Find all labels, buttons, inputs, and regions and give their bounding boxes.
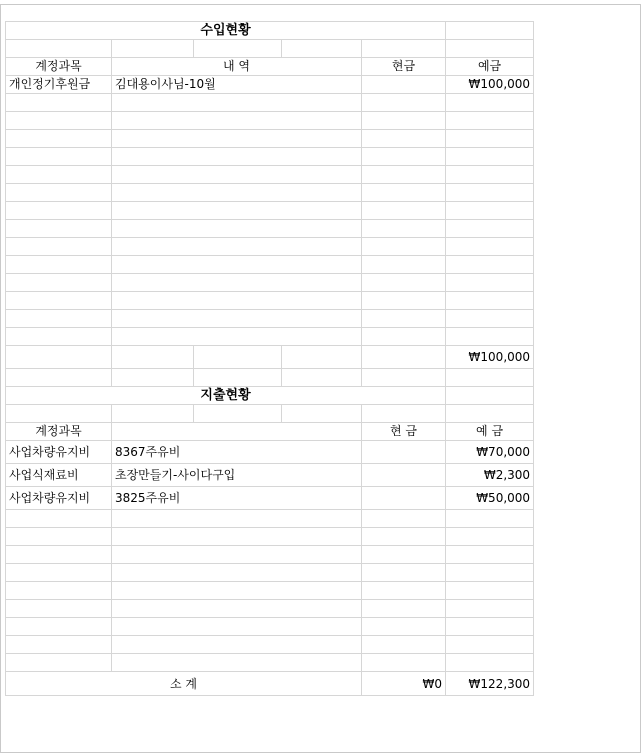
income-title[interactable]: 수입현황	[6, 22, 446, 40]
deposit-cell[interactable]	[446, 510, 534, 528]
table-row	[6, 310, 534, 328]
table-row	[6, 546, 534, 564]
cash-cell[interactable]	[362, 582, 446, 600]
deposit-cell[interactable]	[446, 238, 534, 256]
account-cell[interactable]: 개인정기후원금	[6, 76, 112, 94]
account-cell[interactable]	[6, 600, 112, 618]
deposit-cell[interactable]	[446, 636, 534, 654]
cell[interactable]	[6, 346, 112, 369]
cash-cell[interactable]	[362, 238, 446, 256]
deposit-cell[interactable]	[446, 310, 534, 328]
account-cell[interactable]	[6, 564, 112, 582]
deposit-cell[interactable]	[446, 292, 534, 310]
deposit-cell[interactable]	[446, 148, 534, 166]
deposit-cell[interactable]	[446, 564, 534, 582]
table-row	[6, 220, 534, 238]
deposit-cell[interactable]	[446, 618, 534, 636]
account-cell[interactable]	[6, 636, 112, 654]
detail-cell[interactable]: 초장만들기-사이다구입	[112, 464, 362, 487]
detail-cell[interactable]	[112, 636, 362, 654]
account-cell[interactable]: 사업차량유지비	[6, 487, 112, 510]
cash-cell[interactable]	[362, 487, 446, 510]
cash-cell[interactable]	[362, 464, 446, 487]
detail-cell[interactable]	[112, 328, 362, 346]
expense-header-row	[6, 423, 534, 441]
expense-subtotal-row	[6, 672, 534, 696]
deposit-cell[interactable]	[446, 220, 534, 238]
table-row	[6, 238, 534, 256]
deposit-cell[interactable]	[446, 130, 534, 148]
subtotal-deposit[interactable]: ₩122,300	[446, 672, 534, 696]
cell[interactable]	[194, 40, 282, 58]
cash-cell[interactable]	[362, 564, 446, 582]
header-detail[interactable]: 내 역	[112, 58, 362, 76]
deposit-cell[interactable]	[446, 328, 534, 346]
cash-cell[interactable]	[362, 76, 446, 94]
cell[interactable]	[362, 405, 446, 423]
cash-cell[interactable]	[362, 184, 446, 202]
cash-cell[interactable]	[362, 94, 446, 112]
ledger-grid	[5, 21, 534, 696]
cell[interactable]	[446, 405, 534, 423]
detail-cell[interactable]	[112, 220, 362, 238]
account-cell[interactable]	[6, 328, 112, 346]
spacer-row	[6, 40, 534, 58]
table-row	[6, 564, 534, 582]
cell[interactable]	[446, 22, 534, 40]
subtotal-label[interactable]: 소 계	[6, 672, 362, 696]
deposit-cell[interactable]	[446, 94, 534, 112]
table-row	[6, 441, 534, 464]
header-deposit[interactable]: 예금	[446, 58, 534, 76]
spacer-row	[6, 405, 534, 423]
cash-cell[interactable]	[362, 112, 446, 130]
table-row	[6, 166, 534, 184]
cell[interactable]	[446, 40, 534, 58]
deposit-cell[interactable]: ₩70,000	[446, 441, 534, 464]
account-cell[interactable]	[6, 618, 112, 636]
cell[interactable]	[6, 369, 112, 387]
account-cell[interactable]	[6, 130, 112, 148]
deposit-cell[interactable]	[446, 582, 534, 600]
cash-cell[interactable]	[362, 328, 446, 346]
expense-title-row	[6, 387, 534, 405]
account-cell[interactable]	[6, 220, 112, 238]
cell[interactable]	[112, 369, 194, 387]
detail-cell[interactable]: 3825주유비	[112, 487, 362, 510]
detail-cell[interactable]	[112, 292, 362, 310]
subtotal-cash[interactable]: ₩0	[362, 672, 446, 696]
account-cell[interactable]	[6, 94, 112, 112]
table-row	[6, 76, 534, 94]
cash-cell[interactable]	[362, 618, 446, 636]
account-cell[interactable]	[6, 238, 112, 256]
cell[interactable]	[194, 369, 282, 387]
deposit-cell[interactable]: ₩2,300	[446, 464, 534, 487]
detail-cell[interactable]: 김대용이사님-10월	[112, 76, 362, 94]
cash-cell[interactable]	[362, 441, 446, 464]
table-row	[6, 464, 534, 487]
account-cell[interactable]	[6, 112, 112, 130]
account-cell[interactable]: 사업차량유지비	[6, 441, 112, 464]
account-cell[interactable]	[6, 202, 112, 220]
cell[interactable]	[194, 346, 282, 369]
account-cell[interactable]	[6, 274, 112, 292]
cell[interactable]	[362, 369, 446, 387]
account-cell[interactable]	[6, 292, 112, 310]
table-row	[6, 256, 534, 274]
cash-cell[interactable]	[362, 546, 446, 564]
cash-cell[interactable]	[362, 202, 446, 220]
table-row	[6, 654, 534, 672]
detail-cell[interactable]	[112, 654, 362, 672]
deposit-cell[interactable]	[446, 274, 534, 292]
income-header-row	[6, 58, 534, 76]
cell[interactable]	[6, 40, 112, 58]
account-cell[interactable]	[6, 528, 112, 546]
account-cell[interactable]	[6, 184, 112, 202]
table-row	[6, 202, 534, 220]
income-title-row	[6, 22, 534, 40]
table-row	[6, 112, 534, 130]
cell[interactable]	[282, 405, 362, 423]
account-cell[interactable]	[6, 166, 112, 184]
deposit-cell[interactable]	[446, 546, 534, 564]
detail-cell[interactable]	[112, 510, 362, 528]
detail-cell[interactable]	[112, 546, 362, 564]
table-row	[6, 328, 534, 346]
cash-cell[interactable]	[362, 310, 446, 328]
account-cell[interactable]	[6, 256, 112, 274]
table-row	[6, 487, 534, 510]
cell[interactable]	[112, 405, 194, 423]
detail-cell[interactable]	[112, 564, 362, 582]
cell[interactable]	[282, 346, 362, 369]
cash-cell[interactable]	[362, 654, 446, 672]
header-account[interactable]: 계정과목	[6, 423, 112, 441]
cash-cell[interactable]	[362, 256, 446, 274]
detail-cell[interactable]	[112, 618, 362, 636]
cell[interactable]	[112, 346, 194, 369]
cell[interactable]	[194, 405, 282, 423]
table-row	[6, 274, 534, 292]
spacer-row	[6, 369, 534, 387]
deposit-cell[interactable]	[446, 184, 534, 202]
cell[interactable]	[446, 369, 534, 387]
table-row	[6, 130, 534, 148]
cell[interactable]	[362, 346, 446, 369]
account-cell[interactable]	[6, 654, 112, 672]
header-account[interactable]: 계정과목	[6, 58, 112, 76]
table-row	[6, 148, 534, 166]
detail-cell[interactable]	[112, 166, 362, 184]
detail-cell[interactable]	[112, 184, 362, 202]
cell[interactable]	[282, 40, 362, 58]
detail-cell[interactable]: 8367주유비	[112, 441, 362, 464]
income-total-deposit[interactable]: ₩100,000	[446, 346, 534, 369]
deposit-cell[interactable]: ₩100,000	[446, 76, 534, 94]
cash-cell[interactable]	[362, 510, 446, 528]
account-cell[interactable]	[6, 148, 112, 166]
header-deposit[interactable]: 예 금	[446, 423, 534, 441]
detail-cell[interactable]	[112, 274, 362, 292]
deposit-cell[interactable]: ₩50,000	[446, 487, 534, 510]
detail-cell[interactable]	[112, 202, 362, 220]
ledger-table	[5, 21, 534, 696]
table-row	[6, 94, 534, 112]
cash-cell[interactable]	[362, 292, 446, 310]
cell[interactable]	[446, 387, 534, 405]
detail-cell[interactable]	[112, 256, 362, 274]
table-row	[6, 618, 534, 636]
detail-cell[interactable]	[112, 582, 362, 600]
deposit-cell[interactable]	[446, 256, 534, 274]
header-detail[interactable]	[112, 423, 362, 441]
detail-cell[interactable]	[112, 94, 362, 112]
expense-title[interactable]: 지출현황	[6, 387, 446, 405]
table-row	[6, 600, 534, 618]
detail-cell[interactable]	[112, 310, 362, 328]
cash-cell[interactable]	[362, 600, 446, 618]
cash-cell[interactable]	[362, 220, 446, 238]
account-cell[interactable]	[6, 510, 112, 528]
cash-cell[interactable]	[362, 636, 446, 654]
header-cash[interactable]: 현 금	[362, 423, 446, 441]
account-cell[interactable]	[6, 582, 112, 600]
deposit-cell[interactable]	[446, 600, 534, 618]
account-cell[interactable]	[6, 546, 112, 564]
table-row	[6, 510, 534, 528]
table-row	[6, 528, 534, 546]
cash-cell[interactable]	[362, 274, 446, 292]
account-cell[interactable]	[6, 310, 112, 328]
cell[interactable]	[282, 369, 362, 387]
cash-cell[interactable]	[362, 528, 446, 546]
deposit-cell[interactable]	[446, 166, 534, 184]
header-cash[interactable]: 현금	[362, 58, 446, 76]
cash-cell[interactable]	[362, 166, 446, 184]
deposit-cell[interactable]	[446, 528, 534, 546]
cell[interactable]	[6, 405, 112, 423]
detail-cell[interactable]	[112, 130, 362, 148]
detail-cell[interactable]	[112, 600, 362, 618]
deposit-cell[interactable]	[446, 112, 534, 130]
income-total-row	[6, 346, 534, 369]
deposit-cell[interactable]	[446, 654, 534, 672]
table-row	[6, 292, 534, 310]
detail-cell[interactable]	[112, 528, 362, 546]
detail-cell[interactable]	[112, 148, 362, 166]
detail-cell[interactable]	[112, 238, 362, 256]
cash-cell[interactable]	[362, 130, 446, 148]
cell[interactable]	[112, 40, 194, 58]
deposit-cell[interactable]	[446, 202, 534, 220]
account-cell[interactable]: 사업식재료비	[6, 464, 112, 487]
cash-cell[interactable]	[362, 148, 446, 166]
table-row	[6, 636, 534, 654]
cell[interactable]	[362, 40, 446, 58]
table-row	[6, 582, 534, 600]
detail-cell[interactable]	[112, 112, 362, 130]
table-row	[6, 184, 534, 202]
